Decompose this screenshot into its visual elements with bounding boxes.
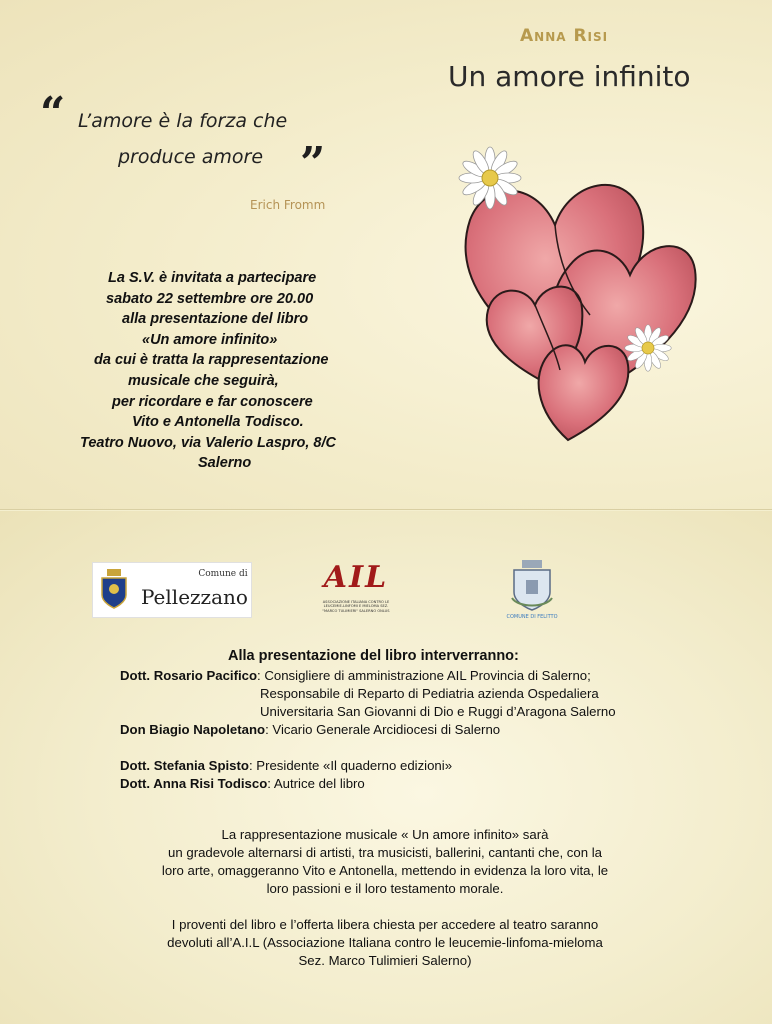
invitation-front [0,0,772,510]
invitation-line: Salerno [198,455,252,472]
paragraph-line: loro passioni e il loro testamento morale. [266,881,504,896]
invitation-line: «Un amore infinito» [142,331,278,348]
speaker-role: : Presidente «Il quaderno edizioni» [248,758,453,773]
pellezzano-name: Pellezzano [141,585,248,609]
speaker-row [120,776,365,791]
speaker-role: : Vicario Generale Arcidiocesi di Salerno [265,722,501,737]
invitation-line: da cui è tratta la rappresentazione [94,352,329,369]
speaker-row [120,668,591,683]
felitto-caption: COMUNE DI FELITTO [506,614,558,620]
speaker-name: Dott. Rosario Pacifico [120,668,258,683]
quote-author: Erich Fromm [250,198,326,212]
quote-open-mark: “ [40,88,66,139]
hearts-illustration [440,140,710,460]
invitation-line: per ricordare e far conoscere [112,393,313,410]
speaker-row [120,722,500,737]
speaker-role: : Autrice del libro [267,776,365,791]
invitation-text [70,268,370,474]
paragraph-line: loro arte, omaggeranno Vito e Antonella, mettendo in evidenza la loro vita, le [161,863,609,878]
speaker-name: Dott. Stefania Spisto [120,758,249,773]
invitation-line: musicale che seguirà, [128,372,279,389]
ail-mark: AIL [323,560,389,595]
paragraph-line: La rappresentazione musicale « Un amore infinito» sarà [221,827,549,842]
speakers-heading: Alla presentazione del libro interverranno: [228,648,519,664]
paragraph-line: Sez. Marco Tulimieri Salerno) [298,953,472,968]
book-title: Un amore infinito [448,60,691,93]
speaker-role-cont: Universitaria San Giovanni di Dio e Ruggi d’Aragona Salerno [260,704,616,719]
invitation-line: La S.V. è invitata a partecipare [108,270,317,286]
paragraph-line: un gradevole alternarsi di artisti, tra musicisti, ballerini, cantanti che, con la [168,845,602,860]
speaker-row [120,758,452,773]
speaker-name: Don Biagio Napoletano [120,722,266,737]
invitation-line: Teatro Nuovo, via Valerio Laspro, 8/C [80,434,336,451]
speaker-name: Dott. Anna Risi Todisco [120,776,268,791]
ail-logo [318,560,394,630]
pellezzano-label: Comune di [198,569,248,579]
performance-paragraph [105,826,665,898]
felitto-crest-icon [504,558,560,614]
invitation-line: Vito e Antonella Todisco. [132,414,304,431]
book-author: Anna Risi [520,26,609,46]
ail-subtitle: ASSOCIAZIONE ITALIANA CONTRO LE LEUCEMIE-LINFOMI E MIELOMA SEZ. "MARCO TULIMIERI" SALERNO ONLUS [322,600,390,613]
quote-line-2: produce amore [118,146,264,168]
proceeds-paragraph [105,916,665,970]
paragraph-line: devoluti all’A.I.L (Associazione Italiana contro le leucemie-linfoma-mieloma [167,935,603,950]
invitation-line: alla presentazione del libro [122,311,309,328]
quote-line-1: L’amore è la forza che [78,110,288,132]
speaker-role-cont: Responsabile di Reparto di Pediatria azienda Ospedaliera [260,686,599,701]
speaker-role: : Consigliere di amministrazione AIL Provincia di Salerno; [257,668,591,683]
crest-icon [99,569,129,609]
felitto-logo [504,558,560,624]
heart-shape [539,345,629,440]
quote-close-mark: ” [300,138,326,189]
paragraph-line: I proventi del libro e l’offerta libera chiesta per accedere al teatro saranno [171,917,599,932]
invitation-line: sabato 22 settembre ore 20.00 [106,290,314,307]
pellezzano-logo [92,562,252,618]
